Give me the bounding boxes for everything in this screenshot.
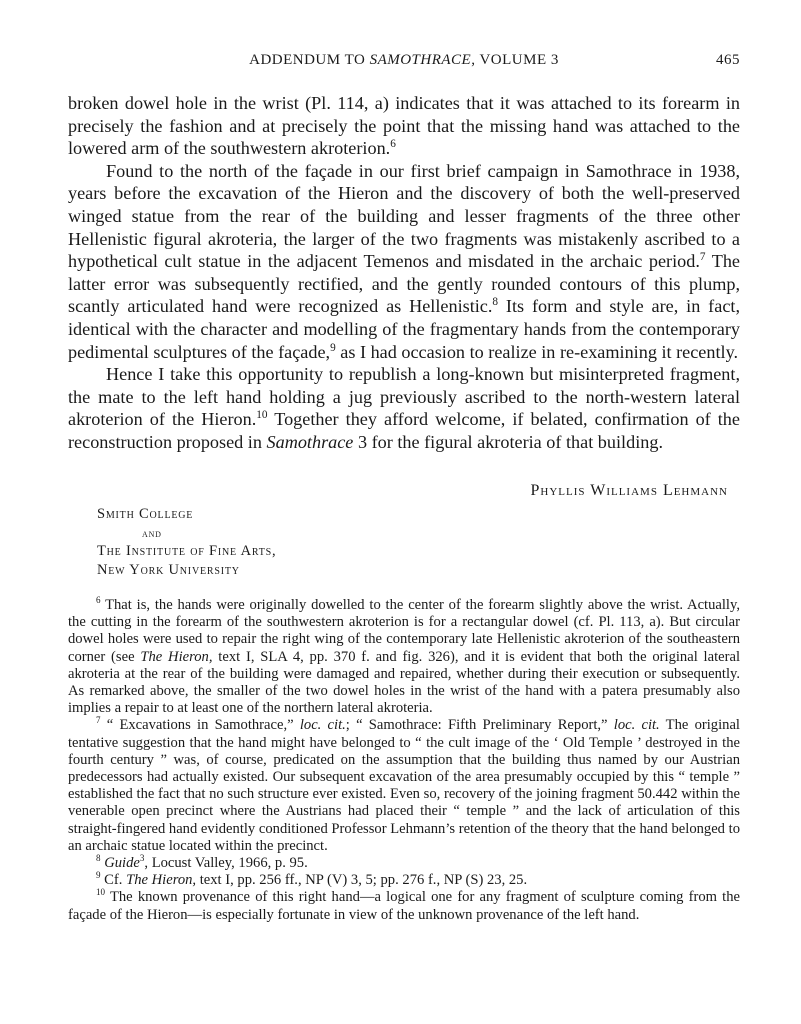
footnote: $^7$ “ Excavations in Samothrace,” loc. cit.; “ Samothrace: Fifth Preliminary Report,” loc. cit. The original tentative suggestion that the hand might have belonged to “ the cult image of the ‘ Old Temple ’ destroyed in the fourth century ” was, of course, predicated on the assumption that the building thus named by our Austrian predecessors had actually existed. Our subsequent excavation of the area presumably occupied by this “ temple ” established the fact that no such structure ever existed. Even so, recovery of the joining fragment 50.442 within the venerable open precinct where the Austrians had placed their “ temple ” and the lack of articulation of this straight-fingered hand evidently conditioned Professor Lehmann’s retention of the theory that the hand belonged to an archaic statue located within the precinct.	[68, 715, 740, 854]
footnote-number: 7	[96, 715, 101, 726]
footnote: $^{10}$ The known provenance of this right hand—a logical one for any fragment of sculpture coming from the façade of the Hieron—is especially fortunate in view of the unknown provenance of the left hand.	[68, 887, 740, 923]
footnote-ref: 8	[492, 296, 499, 309]
footnote: $^9$ Cf. The Hieron, text I, pp. 256 ff., NP (V) 3, 5; pp. 276 f., NP (S) 23, 25.	[96, 870, 528, 889]
footnote: $^8$ Guide$^3$, Locust Valley, 1966, p. 95.	[96, 853, 308, 872]
running-title: ADDENDUM TO SAMOTHRACE, VOLUME 3	[249, 52, 559, 68]
footnotes	[68, 597, 740, 924]
affiliation-line: The Institute of Fine Arts,	[97, 543, 277, 559]
footnote-ref: 6	[390, 138, 396, 151]
author-affiliation	[97, 505, 276, 579]
paragraph: Hence I take this opportunity to republish a long-known but misinterpreted fragment, the mate to the left hand holding a jug previously ascribed to the north-western lateral akroterion of the Hieron.$^{10}$ Together they afford welcome, if belated, confirmation of the reconstruction proposed in Samothrace 3 for the figural akroteria of that building.	[68, 364, 740, 452]
footnote-ref: 7	[699, 251, 706, 264]
paragraph: broken dowel hole in the wrist (Pl. 114, a) indicates that it was attached to its forearm in precisely the fashion and at precisely the point that the missing hand was attached to the lowered arm of the southwestern akroterion.$^6$	[68, 93, 740, 159]
footnote: $^6$ That is, the hands were originally dowelled to the center of the forearm slightly above the wrist. Actually, the cutting in the forearm of the southwestern akroterion is for a rectangular dowel (cf. Pl. 113, a). But circular dowel holes were used to repair the right wing of the contemporary late Hellenistic akroterion of the southeastern corner (see The Hieron, text I, SLA 4, pp. 370 f. and fig. 326), and it is evident that both the original lateral akroteria at the rear of the building were damaged and repaired, whether during their execution or subsequently. As remarked above, the smaller of the two dowel holes in the wrist of the hand with a patera presumably also implies a repair to at least one of the northern lateral akroteria.	[68, 595, 740, 717]
footnote-ref: 10	[256, 409, 268, 422]
footnote-number: 9	[96, 870, 101, 881]
footnote-ref: 9	[330, 341, 336, 354]
paragraph: Found to the north of the façade in our first brief campaign in Samothrace in 1938, years before the excavation of the Hieron and the discovery of both the well-preserved winged statue from the rear of the building and lesser fragments of the three other Hellenistic figural akroteria, the larger of the two fragments was mistakenly ascribed to a hypothetical cult statue in the adjacent Temenos and misdated in the archaic period.$^7$ The latter error was subsequently rectified, and the gently rounded contours of this plump, scantly articulated hand were recognized as Hellenistic.$^8$ Its form and style are, in fact, identical with the character and modelling of the fragmentary hands from the contemporary pedimental sculptures of the façade,$^9$ as I had occasion to realize in re-examining it recently.	[68, 160, 741, 362]
affiliation-line: and	[142, 525, 162, 540]
author-signature: Phyllis Williams Lehmann	[530, 482, 728, 499]
footnote-number: 6	[96, 595, 101, 606]
affiliation-line: New York University	[97, 561, 240, 578]
affiliation-line: Smith College	[97, 506, 194, 522]
page-number: 465	[716, 52, 740, 68]
running-header	[68, 52, 740, 74]
footnote-number: 8	[96, 853, 101, 864]
body-text	[68, 92, 740, 454]
footnote-number: 10	[96, 887, 106, 898]
